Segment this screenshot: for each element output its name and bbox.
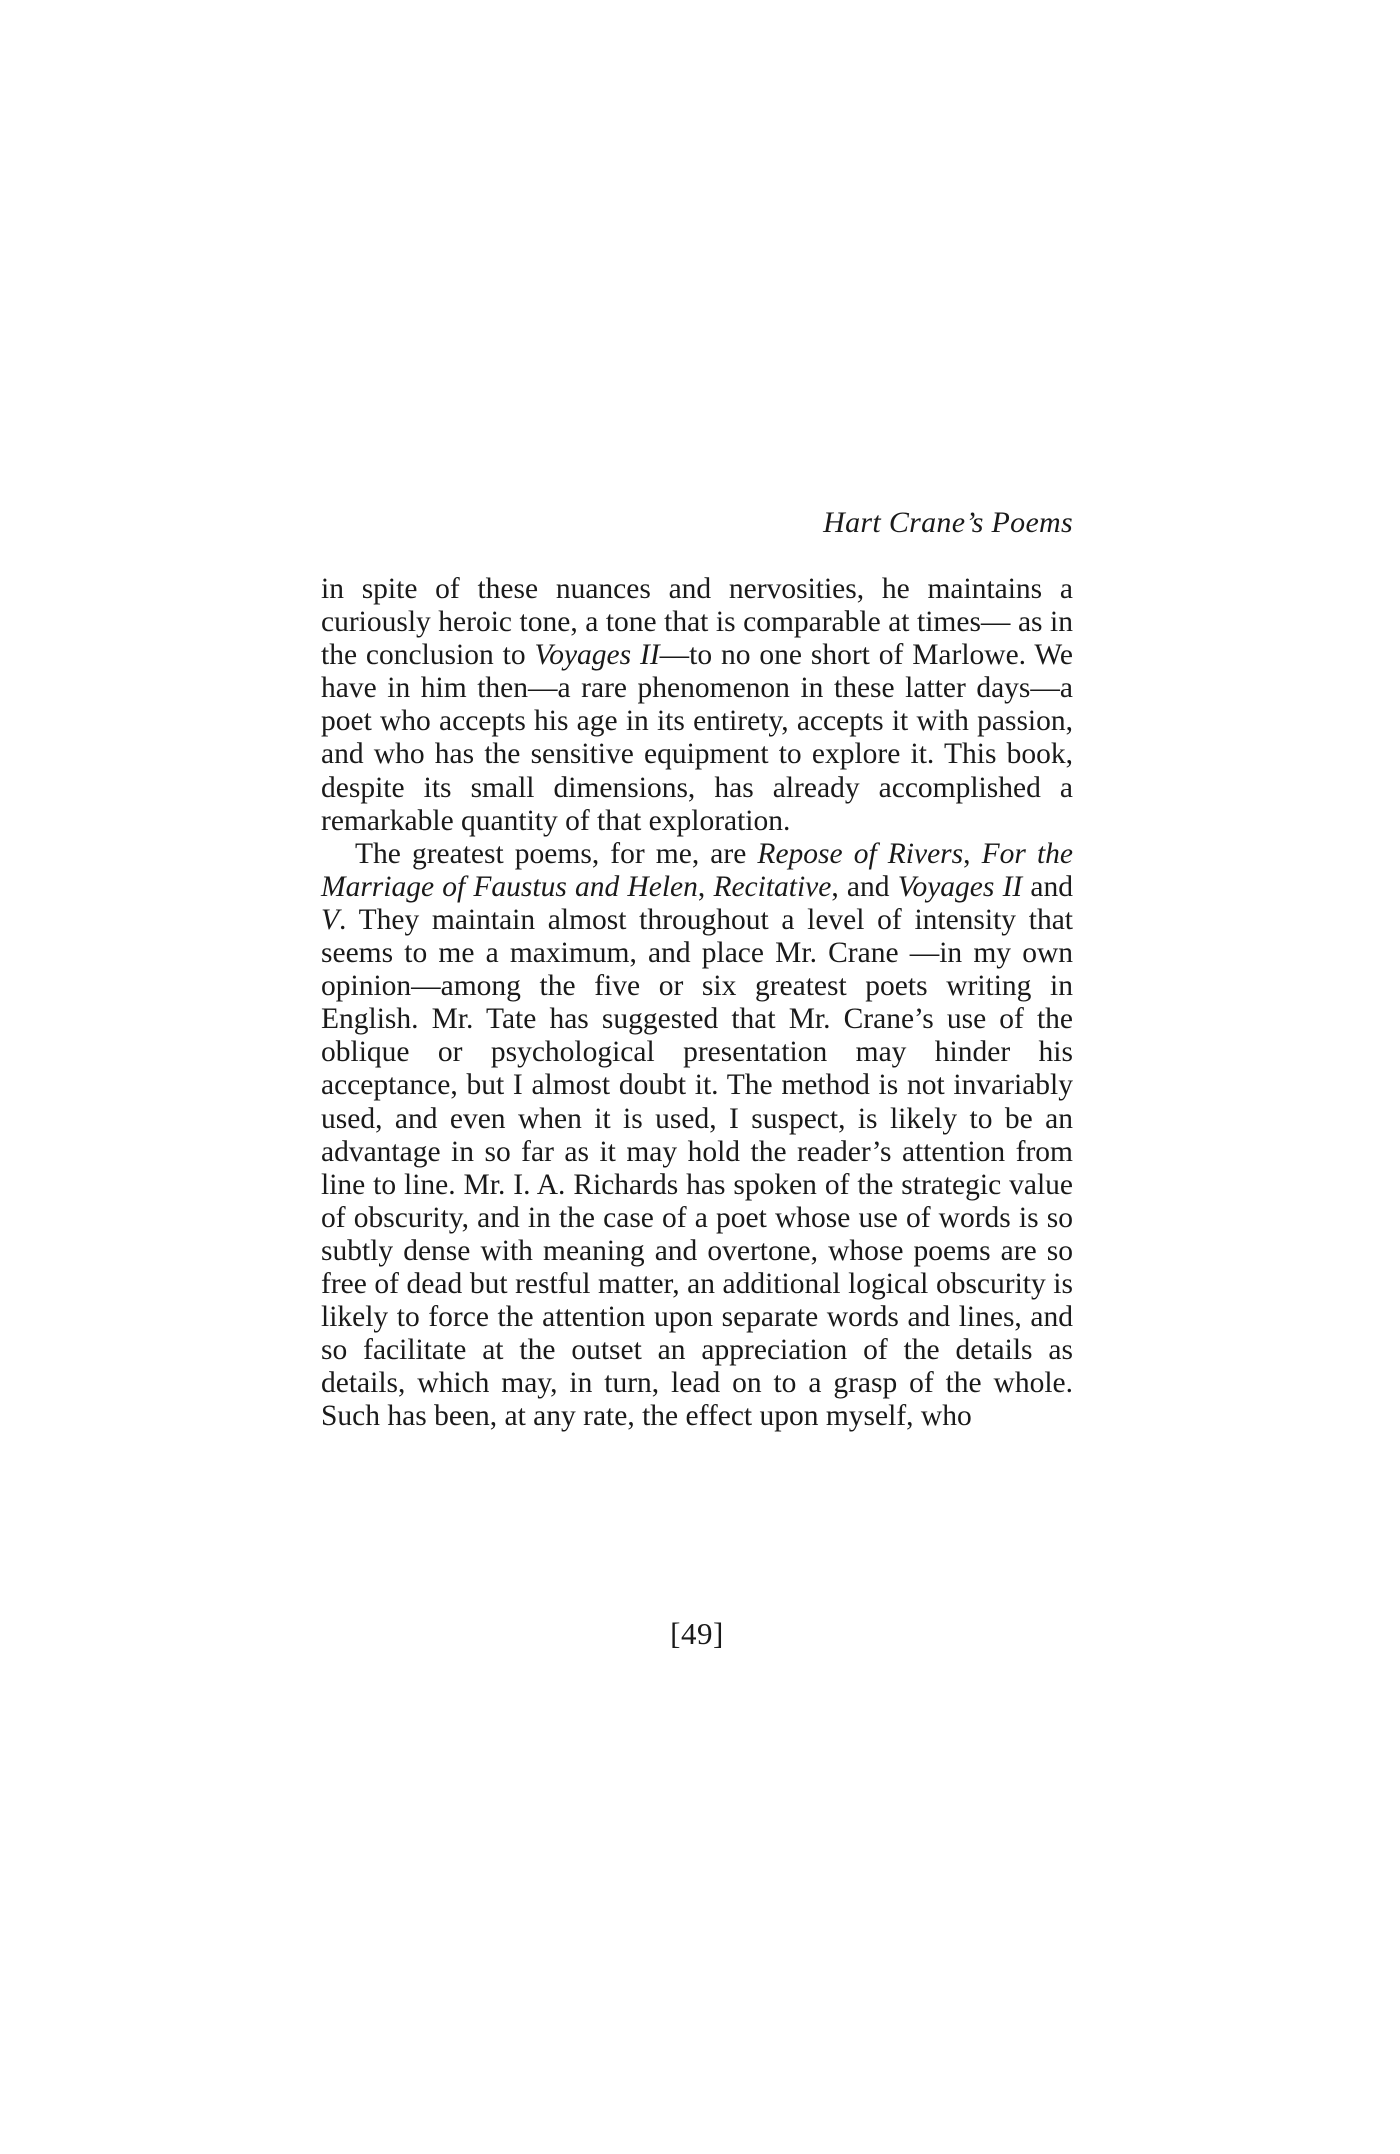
paragraph-2 — [321, 838, 1073, 1434]
text-segment-italic: Voyages II — [897, 870, 1023, 903]
body-text — [321, 573, 1073, 1433]
text-segment: , and — [831, 870, 898, 903]
text-segment-italic: For the Marriage of Faustus and Helen — [321, 837, 1074, 903]
text-segment: —to no one short of Marlowe. We have in him then—a rare phenomenon in these latter days—a poet who accepts his age in its entirety, accepts it with passion, and who has the sensitive equipment to explore it. This book, despite its small dimensions, has already accomplished a remarkable quantity of that exploration. — [321, 639, 1073, 837]
text-segment-italic: Repose of Rivers — [757, 837, 964, 870]
text-segment-italic: Recitative — [713, 870, 832, 903]
running-head: Hart Crane’s Poems — [823, 506, 1073, 539]
page-number: [49] — [670, 1616, 724, 1651]
paragraph-1 — [321, 573, 1073, 838]
text-segment: , — [697, 870, 714, 903]
text-segment-italic: Voyages II — [534, 639, 660, 672]
text-segment-italic: V — [321, 903, 340, 936]
text-segment: and — [1022, 870, 1073, 903]
text-segment: , — [963, 837, 982, 870]
book-page — [321, 0, 1073, 2154]
text-segment: in spite of these nuances and nervosities, he maintains a curiously heroic tone, a tone that is comparable at times— as in the conclusion to — [321, 573, 1073, 672]
text-segment: The greatest poems, for me, are — [355, 837, 758, 870]
text-segment: . They maintain almost throughout a level of intensity that seems to me a maximum, and place Mr. Crane —in my own opinion—among the five or six greatest poets writing in English. Mr. Tate has suggested that Mr. Crane’s use of the oblique or psychological presentation may hinder his acceptance, but I almost doubt it. The method is not invariably used, and even when it is used, I suspect, is likely to be an advantage in so far as it may hold the reader’s attention from line to line. Mr. I. A. Richards has spoken of the strategic value of obscurity, and in the case of a poet whose use of words is so subtly dense with meaning and overtone, whose poems are so free of dead but restful matter, an additional logical obscurity is likely to force the attention upon separate words and lines, and so facilitate at the outset an appreciation of the details as details, which may, in turn, lead on to a grasp of the whole. Such has been, at any rate, the effect upon myself, who — [321, 903, 1073, 1433]
